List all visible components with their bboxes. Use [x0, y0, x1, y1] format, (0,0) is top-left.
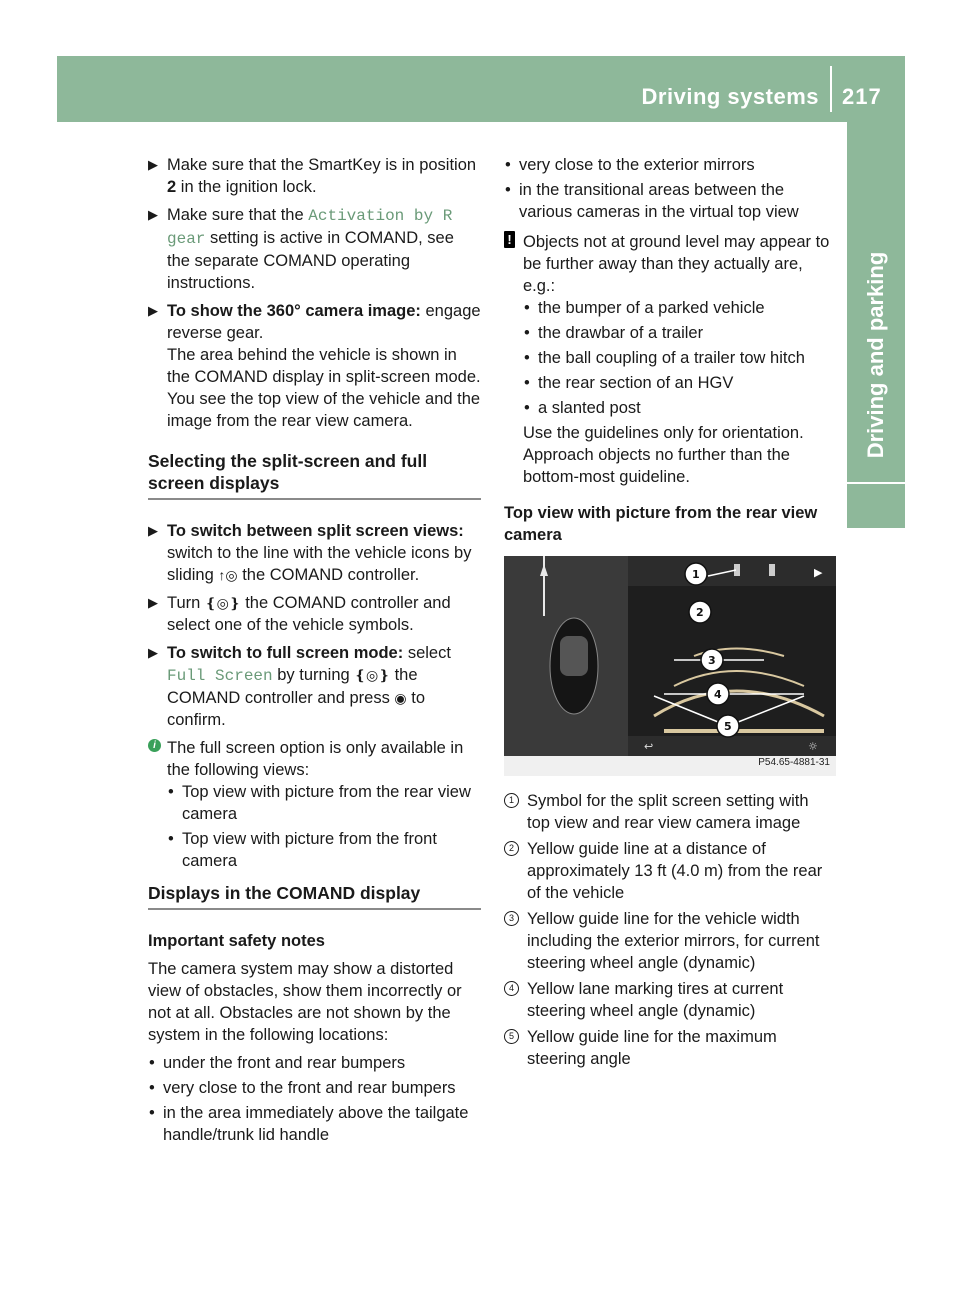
page-number: 217: [842, 84, 882, 109]
list-item: • in the area immediately above the tailgate handle/trunk lid handle: [149, 1104, 469, 1144]
legend-item: 4 Yellow lane marking tires at current steering wheel angle (dynamic): [504, 978, 836, 1022]
svg-text:1: 1: [692, 568, 700, 581]
menu-item-activation: Activation by R gear: [167, 207, 453, 248]
right-column: [504, 154, 836, 1074]
page-header: [57, 56, 905, 122]
safety-text: The camera system may show a distorted view of obstacles, show them incorrectly or not at all. Obstacles are not shown by the system in the following locations:: [148, 960, 462, 1044]
section-heading-displays: Displays in the COMAND display: [148, 882, 481, 910]
svg-text:↩: ↩: [644, 740, 654, 753]
svg-text:5: 5: [724, 720, 732, 733]
info-icon: i: [148, 739, 161, 752]
legend-item: 5 Yellow guide line for the maximum steering angle: [504, 1026, 836, 1070]
step-show-camera: ▶ To show the 360° camera image: engage reverse gear. The area behind the vehicle is shown in the COMAND display in split-screen mode. You see the top view of the vehicle and the image from the rear view camera.: [148, 302, 481, 430]
list-item: • the bumper of a parked vehicle: [524, 299, 765, 317]
list-item: • the ball coupling of a trailer tow hitch: [524, 349, 805, 367]
legend-item: 3 Yellow guide line for the vehicle width including the exterior mirrors, for current steering wheel angle (dynamic): [504, 908, 836, 974]
header-divider: [830, 66, 832, 112]
warning-note: ! Objects not at ground level may appear to be further away than they actually are, e.g.: • the bumper of a parked vehicle • the drawbar of a trailer • the ball coupling of a trailer tow hitch • the rear section of an HGV • a slanted post Use the guidelines only for orientation. Approach objects no further than the bottom-most guideline.: [504, 231, 836, 488]
menu-item-full-screen: Full Screen: [167, 667, 273, 685]
arrow-marker-icon: ▶: [148, 645, 158, 660]
arrow-marker-icon: ▶: [148, 207, 158, 222]
arrow-marker-icon: ▶: [148, 157, 158, 172]
svg-text:☼: ☼: [808, 740, 818, 753]
svg-text:4: 4: [714, 688, 722, 701]
arrow-marker-icon: ▶: [148, 303, 158, 318]
figure-id: P54.65-4881-31: [758, 757, 830, 768]
guideline-text: Use the guidelines only for orientation. Approach objects no further than the bottom-most guideline.: [523, 424, 804, 486]
warning-icon: !: [504, 231, 515, 248]
controller-press-icon: ◉: [394, 690, 407, 706]
subheading-safety: Important safety notes: [148, 932, 325, 950]
svg-text:3: 3: [708, 654, 716, 667]
step-activation: ▶ Make sure that the Activation by R gear setting is active in COMAND, see the separate COMAND operating instructions.: [148, 206, 454, 292]
controller-slide-icon: ↑◎: [218, 567, 238, 583]
step-smartkey: ▶ Make sure that the SmartKey is in position 2 in the ignition lock.: [148, 156, 477, 196]
svg-text:▶: ▶: [814, 566, 823, 579]
section-title: Driving systems: [641, 84, 819, 109]
info-note: i The full screen option is only available in the following views: • Top view with picture from the rear view camera • Top view with picture from the front camera: [148, 737, 481, 872]
list-item: • in the transitional areas between the various cameras in the virtual top view: [505, 181, 799, 221]
left-column: [148, 154, 481, 1149]
svg-text:2: 2: [696, 606, 704, 619]
arrow-marker-icon: ▶: [148, 523, 158, 538]
list-item: • Top view with picture from the front camera: [168, 830, 437, 870]
step-switch-split: ▶ To switch between split screen views: switch to the line with the vehicle icons by sliding ↑◎ the COMAND controller.: [148, 522, 472, 584]
section-heading-split: Selecting the split-screen and full screen displays: [148, 450, 481, 500]
list-item: • the rear section of an HGV: [524, 374, 734, 392]
subheading-top-view: Top view with picture from the rear view camera: [504, 504, 818, 544]
list-item: • Top view with picture from the rear view camera: [168, 783, 471, 823]
list-item: • the drawbar of a trailer: [524, 324, 704, 342]
list-item: • very close to the exterior mirrors: [505, 156, 755, 174]
camera-display-illustration: [504, 556, 836, 776]
chapter-tab: [847, 484, 905, 528]
chapter-label: Driving and parking: [863, 251, 888, 459]
step-full-screen: ▶ To switch to full screen mode: select Full Screen by turning ❴◎❵ the COMAND controller and press ◉ to confirm.: [148, 644, 451, 729]
position-number: 2: [167, 178, 177, 196]
list-item: • very close to the front and rear bumpers: [149, 1079, 456, 1097]
list-item: • under the front and rear bumpers: [149, 1054, 406, 1072]
camera-display-figure: [504, 556, 836, 776]
controller-turn-icon: ❴◎❵: [354, 667, 390, 683]
legend-item: 1 Symbol for the split screen setting with top view and rear view camera image: [504, 790, 836, 834]
list-item: • a slanted post: [524, 399, 641, 417]
legend-item: 2 Yellow guide line at a distance of approximately 13 ft (4.0 m) from the rear of the vehicle: [504, 838, 836, 904]
step-turn: ▶ Turn ❴◎❵ the COMAND controller and select one of the vehicle symbols.: [148, 594, 451, 634]
controller-turn-icon: ❴◎❵: [204, 595, 241, 611]
arrow-marker-icon: ▶: [148, 595, 158, 610]
